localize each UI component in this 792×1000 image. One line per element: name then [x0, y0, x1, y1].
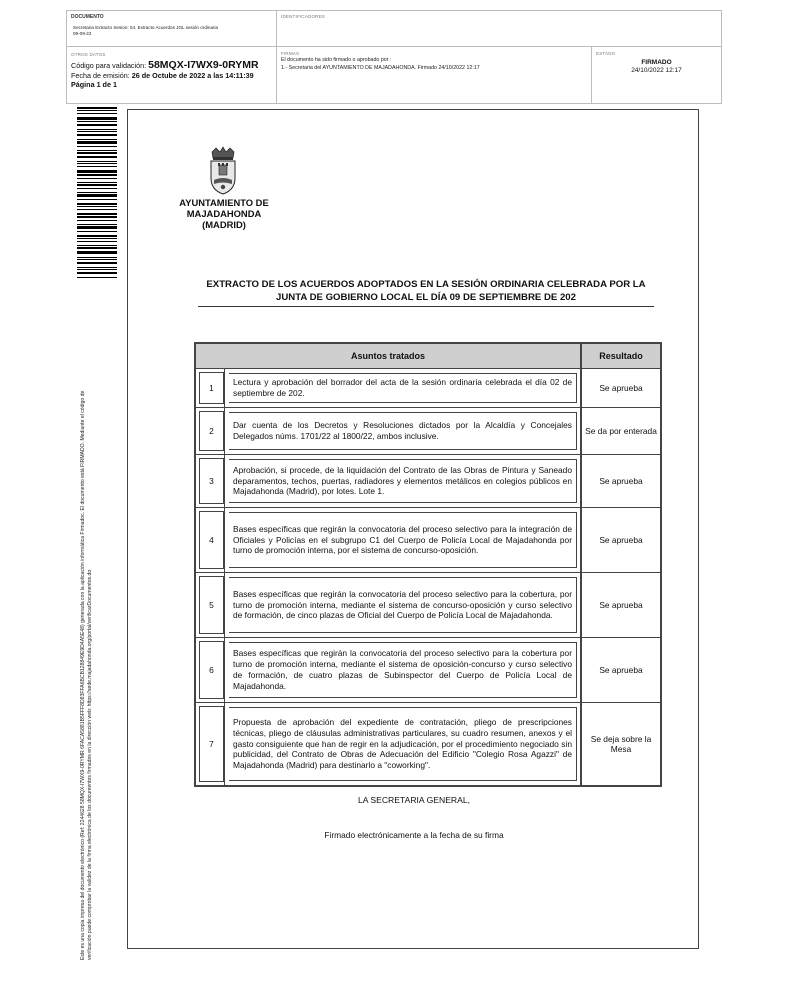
table-row: [195, 408, 661, 455]
estado-cell: [592, 47, 721, 103]
barcode-bar: [77, 124, 117, 126]
row-result: Se aprueba: [581, 508, 661, 573]
barcode-bar: [77, 224, 117, 225]
row-text: Propuesta de aprobación del expediente de contratación, pliego de prescripciones técnicas, pliego de cláusulas administrativas particulares, su cuadro resumen, anexos y el gasto consiguiente que han de regir en la adjudicación, por el procedimiento negociado sin publicidad, del Contrato de Obras de Adecuación del Edificio "Colegio Rosa Agazzi" de Majadahonda (Madrid) para destinarlo a "coworking".: [233, 717, 572, 771]
estado-value: FIRMADO: [641, 59, 672, 66]
barcode-bar: [77, 161, 117, 162]
secretaria-signature: LA SECRETARIA GENERAL,: [357, 795, 471, 805]
estado-date: 24/10/2022 12:17: [631, 67, 682, 74]
codigo-label: Código para validación:: [71, 61, 147, 70]
barcode-bar: [77, 277, 117, 278]
firmas-label: FIRMAS: [281, 51, 300, 56]
row-number: 6: [199, 641, 224, 699]
municipal-crest-icon: [206, 146, 240, 196]
barcode-bar: [77, 150, 117, 151]
row-text-cell: [229, 508, 581, 573]
row-text-box: [229, 373, 577, 403]
row-number-cell: [195, 408, 225, 455]
barcode-bar: [77, 131, 117, 132]
identificadores-label: IDENTIFICADORES: [281, 14, 326, 19]
barcode-bar: [77, 174, 117, 176]
agreements-table: [194, 342, 662, 787]
row-number: 5: [199, 576, 224, 634]
table-row: [195, 508, 661, 573]
row-number: 7: [199, 706, 224, 782]
barcode-bar: [77, 220, 117, 221]
barcode-bar: [77, 192, 117, 193]
barcode-bar: [77, 251, 117, 254]
barcode-bar: [77, 257, 117, 258]
barcode-bar: [77, 182, 117, 183]
barcode-bar: [77, 184, 117, 186]
barcode-bar: [77, 107, 117, 109]
firmas-line2: 1.- Secretaria del AYUNTAMIENTO DE MAJADAHONDA. Firmado 24/10/2022 12:17: [281, 65, 480, 71]
document-page: [127, 109, 699, 949]
barcode-bar: [77, 113, 117, 114]
barcode-bar: [77, 272, 117, 274]
estado-label: ESTADO: [596, 51, 616, 56]
row-text: Bases específicas que regirán la convocatoria del proceso selectivo para la cobertura, por turno de promoción interna, mediante el sistema de concurso-oposición y curso selectivo de formación, de cinco plazas de Oficial del Cuerpo de Policía Local de Majadahonda.: [233, 588, 572, 621]
barcode-bar: [77, 238, 117, 239]
row-text-box: [229, 642, 577, 698]
barcode-bar: [77, 216, 117, 218]
firmas-line1: El documento ha sido firmado o aprobado por :: [281, 57, 392, 63]
barcode-bar: [77, 209, 117, 210]
side-text-line1: Este es una copia impresa del documento electrónico (Ref: 2244628 58MQX-I7WX9-0RYMR 6FACA5881B5FFF8D83FFA6BCB128849E9D4A5E48) generada con la aplicación informática Firmadoc. El documento está FIRMADO. Mediante el código de: [80, 390, 86, 960]
row-text: Bases específicas que regirán la convocatoria del proceso selectivo para la integración de Oficiales y Policías en el subgrupo C1 del Cuerpo de Policía Local de Majadahonda por turno de promoción interna, por el sistema de concurso-oposición.: [233, 523, 572, 556]
documento-label: DOCUMENTO: [71, 14, 104, 20]
document-header: [66, 10, 722, 104]
row-text-box: [229, 459, 577, 503]
barcode-bar: [77, 267, 117, 268]
validation-code-line: [71, 61, 272, 90]
barcode-bar: [77, 241, 117, 242]
row-text-cell: [229, 703, 581, 787]
barcode-bar: [77, 117, 117, 120]
table-row: [195, 369, 661, 408]
row-text-cell: [229, 573, 581, 638]
row-number: 2: [199, 411, 224, 451]
row-text-cell: [229, 408, 581, 455]
barcode-bar: [77, 269, 117, 270]
row-text-box: [229, 707, 577, 781]
row-number-cell: [195, 455, 225, 508]
table-row: [195, 638, 661, 703]
row-result: Se aprueba: [581, 455, 661, 508]
title-line2: JUNTA DE GOBIERNO LOCAL EL DÍA 09 DE SEPTIEMBRE DE 202: [276, 292, 576, 303]
barcode-bar: [77, 139, 117, 140]
header-asuntos: Asuntos tratados: [195, 343, 581, 369]
barcode-bar: [77, 156, 117, 158]
row-text: Bases específicas que regirán la convocatoria del proceso selectivo para la cobertura por turno de promoción interna, mediante el sistema de oposición-concurso y curso selectivo de formación, de cuatro plazas de Subinspector del Cuerpo de Policía Local de Majadahonda.: [233, 648, 572, 691]
row-number-cell: [195, 703, 225, 787]
row-result: Se da por enterada: [581, 408, 661, 455]
estado-value-block: [596, 59, 717, 75]
barcode-bar: [77, 166, 117, 167]
documento-value: Secretaria Extracto Sesion: 04. Extracto Acuerdos JGL sesión ordinaria 09-09-22: [73, 25, 219, 36]
barcode-bar: [77, 262, 117, 264]
institution-name: [164, 197, 284, 230]
header-resultado: Resultado: [581, 343, 661, 369]
barcode-bar: [77, 121, 117, 122]
row-text-box: [229, 412, 577, 450]
row-result: Se deja sobre la Mesa: [581, 703, 661, 787]
row-result: Se aprueba: [581, 573, 661, 638]
electronic-signature-note: Firmado electrónicamente a la fecha de su firma: [324, 830, 504, 840]
validation-code: 58MQX-I7WX9-0RYMR: [148, 59, 259, 71]
barcode-bar: [77, 110, 117, 111]
row-text-cell: [229, 455, 581, 508]
side-text-line2: verificación puede comprobar la validez de la firma electrónica de los documentos firmados en la dirección web: https://sede.majadahonda.org/portal/verificarDocumentos.do: [86, 569, 93, 960]
row-text-cell: [229, 638, 581, 703]
identificadores-cell: [277, 11, 721, 47]
barcode-bar: [77, 259, 117, 260]
row-result: Se aprueba: [581, 369, 661, 408]
barcode-bar: [77, 194, 117, 197]
barcode-bar: [77, 163, 117, 164]
barcode-bar: [77, 146, 117, 147]
barcode-bar: [77, 170, 117, 173]
document-title: [198, 278, 654, 307]
barcode-bar: [77, 129, 117, 130]
barcode-bar: [77, 247, 117, 249]
barcode-bar: [77, 235, 117, 237]
table-row: [195, 703, 661, 787]
institution-name-line3: (MADRID): [202, 219, 246, 230]
verification-side-text: [80, 280, 93, 960]
barcode: [77, 107, 117, 281]
barcode-bar: [77, 213, 117, 215]
row-result: Se aprueba: [581, 638, 661, 703]
page-count: Página 1 de 1: [71, 80, 117, 89]
barcode-bar: [77, 199, 117, 200]
barcode-bar: [77, 178, 117, 179]
row-number-cell: [195, 638, 225, 703]
otros-datos-label: OTROS DATOS: [71, 52, 106, 57]
barcode-bar: [77, 152, 117, 154]
barcode-bar: [77, 231, 117, 232]
row-text-cell: [229, 369, 581, 408]
emission-date: 26 de Octube de 2022 a las 14:11:39: [131, 70, 254, 80]
barcode-bar: [77, 245, 117, 246]
row-text-box: [229, 577, 577, 633]
documento-cell: [67, 11, 277, 47]
row-number: 1: [199, 372, 224, 404]
institution-name-line1: AYUNTAMIENTO DE: [179, 197, 269, 208]
barcode-bar: [77, 226, 117, 229]
fecha-label: Fecha de emisión:: [71, 70, 130, 80]
barcode-bar: [77, 141, 117, 144]
table-row: [195, 573, 661, 638]
row-number-cell: [195, 508, 225, 573]
firmas-cell: [277, 47, 592, 103]
title-line1: EXTRACTO DE LOS ACUERDOS ADOPTADOS EN LA SESIÓN ORDINARIA CELEBRADA POR LA: [206, 279, 646, 290]
row-text: Lectura y aprobación del borrador del acta de la sesión ordinaria celebrada el día 02 de septiembre de 202.: [233, 377, 572, 398]
barcode-bar: [77, 206, 117, 207]
barcode-bar: [77, 134, 117, 136]
barcode-bar: [77, 203, 117, 205]
row-number-cell: [195, 573, 225, 638]
row-text-box: [229, 512, 577, 568]
barcode-bar: [77, 188, 117, 189]
row-number-cell: [195, 369, 225, 408]
table-header-row: [195, 343, 661, 369]
institution-name-line2: MAJADAHONDA: [186, 208, 262, 219]
row-number: 3: [199, 458, 224, 504]
row-text: Dar cuenta de los Decretos y Resoluciones dictados por la Alcaldía y Concejales Delegados núms. 1701/22 al 1800/22, ambos inclusive.: [233, 420, 572, 441]
row-number: 4: [199, 511, 224, 569]
table-row: [195, 455, 661, 508]
row-text: Aprobación, si procede, de la liquidación del Contrato de las Obras de Pintura y Saneado deparamentos, techos, puertas, radiadores y elementos metálicos en colegios públicos en Majadahonda (Madrid), por lotes. Lote 1.: [233, 464, 572, 497]
otros-datos-cell: [67, 47, 277, 103]
